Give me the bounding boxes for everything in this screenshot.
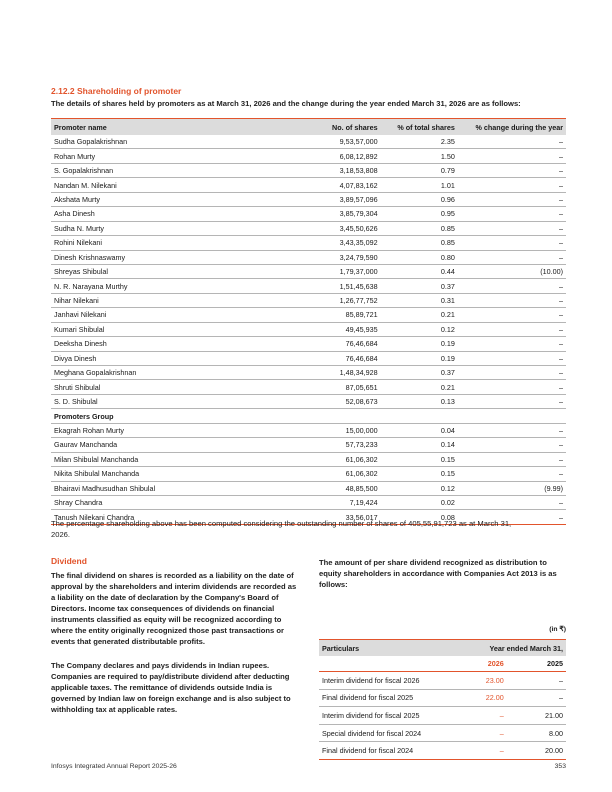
table-row [51,380,566,394]
table-row [51,264,566,278]
promoter-name-cell: Ekagrah Rohan Murty [51,423,319,437]
percent-change-cell: – [458,279,566,293]
table-row [51,178,566,192]
shareholding-note: The percentage shareholding above has been computed considering the outstanding number of shares of 405,55,91,723 as at March 31, 2026. [51,519,512,539]
percent-change-cell: – [458,394,566,408]
dividend-2026-cell: – [447,742,506,760]
dividend-row [319,724,566,742]
percent-total-cell: 0.19 [381,337,458,351]
promoter-name-cell: Rohini Nilekani [51,236,319,250]
percent-total-cell: 0.14 [381,438,458,452]
percent-change-cell: – [458,423,566,437]
percent-change-cell: – [458,135,566,149]
promoter-name-cell: Shray Chandra [51,495,319,509]
shares-cell: 57,73,233 [319,438,381,452]
table-row [51,423,566,437]
dividend-row [319,689,566,707]
dividend-paragraph-2: The Company declares and pays dividends in Indian rupees. Companies are required to pay/distribute dividend after deducting applicable taxes. The remittance of dividends outside India is governed by Indian law on foreign exchange and is also subject to withholding tax at applicable rates. [51,661,291,714]
dividend-particular-cell: Final dividend for fiscal 2025 [319,689,447,707]
promoter-name-cell: Janhavi Nilekani [51,308,319,322]
shares-cell: 15,00,000 [319,423,381,437]
percent-total-cell: 0.96 [381,192,458,206]
dividend-2025-cell: 20.00 [507,742,566,760]
dividend-particular-cell: Special dividend for fiscal 2024 [319,724,447,742]
table-row [51,467,566,481]
percent-change-cell: – [458,438,566,452]
shares-cell: 1,48,34,928 [319,366,381,380]
shares-cell: 3,85,79,304 [319,207,381,221]
promoter-name-cell: Divya Dinesh [51,351,319,365]
percent-change-cell: (10.00) [458,264,566,278]
footer-report-title: Infosys Integrated Annual Report 2025-26 [51,763,177,770]
shares-cell: 1,26,77,752 [319,293,381,307]
table-row [51,366,566,380]
table-row [51,192,566,206]
year-2026-label: 2026 [447,656,506,672]
table-row [51,135,566,149]
percent-total-cell: 0.85 [381,221,458,235]
promoter-name-cell: Shreyas Shibulal [51,264,319,278]
percent-total-cell: 0.80 [381,250,458,264]
table-row [51,481,566,495]
col-header-no-of-shares: No. of shares [319,119,381,136]
percent-change-cell: – [458,293,566,307]
table-row [51,207,566,221]
table-header-row [51,119,566,136]
shares-cell: 52,08,673 [319,394,381,408]
percent-change-cell: – [458,337,566,351]
percent-change-cell: – [458,250,566,264]
percent-total-cell: 0.95 [381,207,458,221]
table-row [51,452,566,466]
percent-total-cell: 0.21 [381,308,458,322]
promoter-shareholding-table [51,118,566,525]
promoter-name-cell: S. Gopalakrishnan [51,163,319,177]
table-row [51,394,566,408]
percent-total-cell: 0.15 [381,452,458,466]
promoter-name-cell: Tanush Nilekani Chandra [51,510,319,524]
promoter-name-cell: Sudha Gopalakrishnan [51,135,319,149]
shares-cell: 7,19,424 [319,495,381,509]
percent-total-cell: 0.12 [381,322,458,336]
dividend-particular-cell: Final dividend for fiscal 2024 [319,742,447,760]
dividend-table [319,639,566,760]
promoters-group-row [51,409,566,423]
shares-cell: 85,89,721 [319,308,381,322]
percent-change-cell: – [458,192,566,206]
dividend-title: Dividend [51,556,87,566]
shares-cell: 3,89,57,096 [319,192,381,206]
dividend-2026-cell: – [447,707,506,725]
shares-cell: 87,05,651 [319,380,381,394]
shares-cell: 3,45,50,626 [319,221,381,235]
percent-total-cell: 0.44 [381,264,458,278]
percent-total-cell: 0.15 [381,467,458,481]
dividend-year-row [319,656,566,672]
shares-cell: 61,06,302 [319,467,381,481]
dividend-2026-cell: – [447,724,506,742]
promoter-name-cell: Nandan M. Nilekani [51,178,319,192]
percent-change-cell: – [458,149,566,163]
dividend-row [319,742,566,760]
promoter-name-cell: Nihar Nilekani [51,293,319,307]
percent-total-cell: 0.37 [381,279,458,293]
percent-total-cell: 0.02 [381,495,458,509]
table-row [51,351,566,365]
shares-cell: 76,46,684 [319,337,381,351]
promoter-name-cell: S. D. Shibulal [51,394,319,408]
percent-change-cell: – [458,366,566,380]
promoter-name-cell: Rohan Murty [51,149,319,163]
table-row [51,250,566,264]
percent-change-cell: (9.99) [458,481,566,495]
col-header-promoter-name: Promoter name [51,119,319,136]
promoter-name-cell: Nikita Shibulal Manchanda [51,467,319,481]
dividend-row [319,707,566,725]
page-number: 353 [554,763,566,770]
promoter-name-cell: Shruti Shibulal [51,380,319,394]
col-header-percent-total: % of total shares [381,119,458,136]
promoter-name-cell: N. R. Narayana Murthy [51,279,319,293]
percent-total-cell: 0.85 [381,236,458,250]
dividend-2025-cell: – [507,689,566,707]
table-row [51,236,566,250]
percent-total-cell: 0.19 [381,351,458,365]
shares-cell: 3,24,79,590 [319,250,381,264]
col-header-period: Year ended March 31, [447,640,566,657]
section-title: 2.12.2 Shareholding of promoter [51,86,182,96]
percent-change-cell: – [458,236,566,250]
percent-total-cell: 0.08 [381,510,458,524]
dividend-2025-cell: 21.00 [507,707,566,725]
percent-total-cell: 0.79 [381,163,458,177]
col-header-particulars: Particulars [319,640,447,657]
percent-change-cell: – [458,495,566,509]
percent-total-cell: 1.50 [381,149,458,163]
table-row [51,308,566,322]
promoter-name-cell: Deeksha Dinesh [51,337,319,351]
shares-cell: 9,53,57,000 [319,135,381,149]
dividend-intro: The amount of per share dividend recognized as distribution to equity shareholders in accordance with Companies Act 2013 is as follows: [319,558,557,589]
shares-cell: 76,46,684 [319,351,381,365]
promoter-name-cell: Bhairavi Madhusudhan Shibulal [51,481,319,495]
shares-cell: 1,51,45,638 [319,279,381,293]
percent-change-cell: – [458,380,566,394]
percent-change-cell: – [458,207,566,221]
dividend-paragraph-1: The final dividend on shares is recorded as a liability on the date of approval by the shareholders and interim dividends are recorded as a liability on the date of declaration by the Company's Board of Directors. Income tax consequences of dividends on financial instruments classified as equity will be recognized according to where the entity originally recognized those past transactions or events that generated distributable profits. [51,571,297,646]
shares-cell: 3,18,53,808 [319,163,381,177]
promoter-name-cell: Kumari Shibulal [51,322,319,336]
section-description: The details of shares held by promoters as at March 31, 2026 and the change during the year ended March 31, 2026 are as follows: [51,99,521,108]
percent-change-cell: – [458,163,566,177]
shares-cell: 1,79,37,000 [319,264,381,278]
percent-total-cell: 0.31 [381,293,458,307]
percent-change-cell: – [458,351,566,365]
shares-cell: 33,56,017 [319,510,381,524]
table-row [51,322,566,336]
dividend-row [319,672,566,690]
dividend-table-header-row [319,640,566,657]
percent-total-cell: 0.21 [381,380,458,394]
shares-cell: 4,07,83,162 [319,178,381,192]
promoter-name-cell: Asha Dinesh [51,207,319,221]
shares-cell: 48,85,500 [319,481,381,495]
percent-change-cell: – [458,510,566,524]
promoter-name-cell: Dinesh Krishnaswamy [51,250,319,264]
promoters-group-label: Promoters Group [51,409,566,423]
percent-change-cell: – [458,178,566,192]
dividend-2026-cell: 22.00 [447,689,506,707]
shares-cell: 6,08,12,892 [319,149,381,163]
percent-total-cell: 0.12 [381,481,458,495]
shares-cell: 49,45,935 [319,322,381,336]
promoter-name-cell: Milan Shibulal Manchanda [51,452,319,466]
percent-total-cell: 1.01 [381,178,458,192]
shares-cell: 3,43,35,092 [319,236,381,250]
currency-unit: (in ₹) [549,626,566,633]
table-row [51,438,566,452]
percent-total-cell: 2.35 [381,135,458,149]
promoter-name-cell: Sudha N. Murty [51,221,319,235]
shares-cell: 61,06,302 [319,452,381,466]
percent-change-cell: – [458,221,566,235]
year-row-spacer [319,656,447,672]
table-row [51,279,566,293]
table-row [51,163,566,177]
dividend-particular-cell: Interim dividend for fiscal 2025 [319,707,447,725]
dividend-particular-cell: Interim dividend for fiscal 2026 [319,672,447,690]
dividend-2025-cell: 8.00 [507,724,566,742]
percent-total-cell: 0.13 [381,394,458,408]
table-row [51,149,566,163]
promoter-name-cell: Akshata Murty [51,192,319,206]
table-row [51,337,566,351]
table-row [51,495,566,509]
percent-change-cell: – [458,322,566,336]
dividend-2026-cell: 23.00 [447,672,506,690]
table-row [51,293,566,307]
promoter-name-cell: Gaurav Manchanda [51,438,319,452]
col-header-percent-change: % change during the year [458,119,566,136]
percent-total-cell: 0.04 [381,423,458,437]
percent-total-cell: 0.37 [381,366,458,380]
percent-change-cell: – [458,467,566,481]
promoter-name-cell: Meghana Gopalakrishnan [51,366,319,380]
table-row [51,221,566,235]
percent-change-cell: – [458,452,566,466]
year-2025-label: 2025 [507,656,566,672]
dividend-2025-cell: – [507,672,566,690]
percent-change-cell: – [458,308,566,322]
